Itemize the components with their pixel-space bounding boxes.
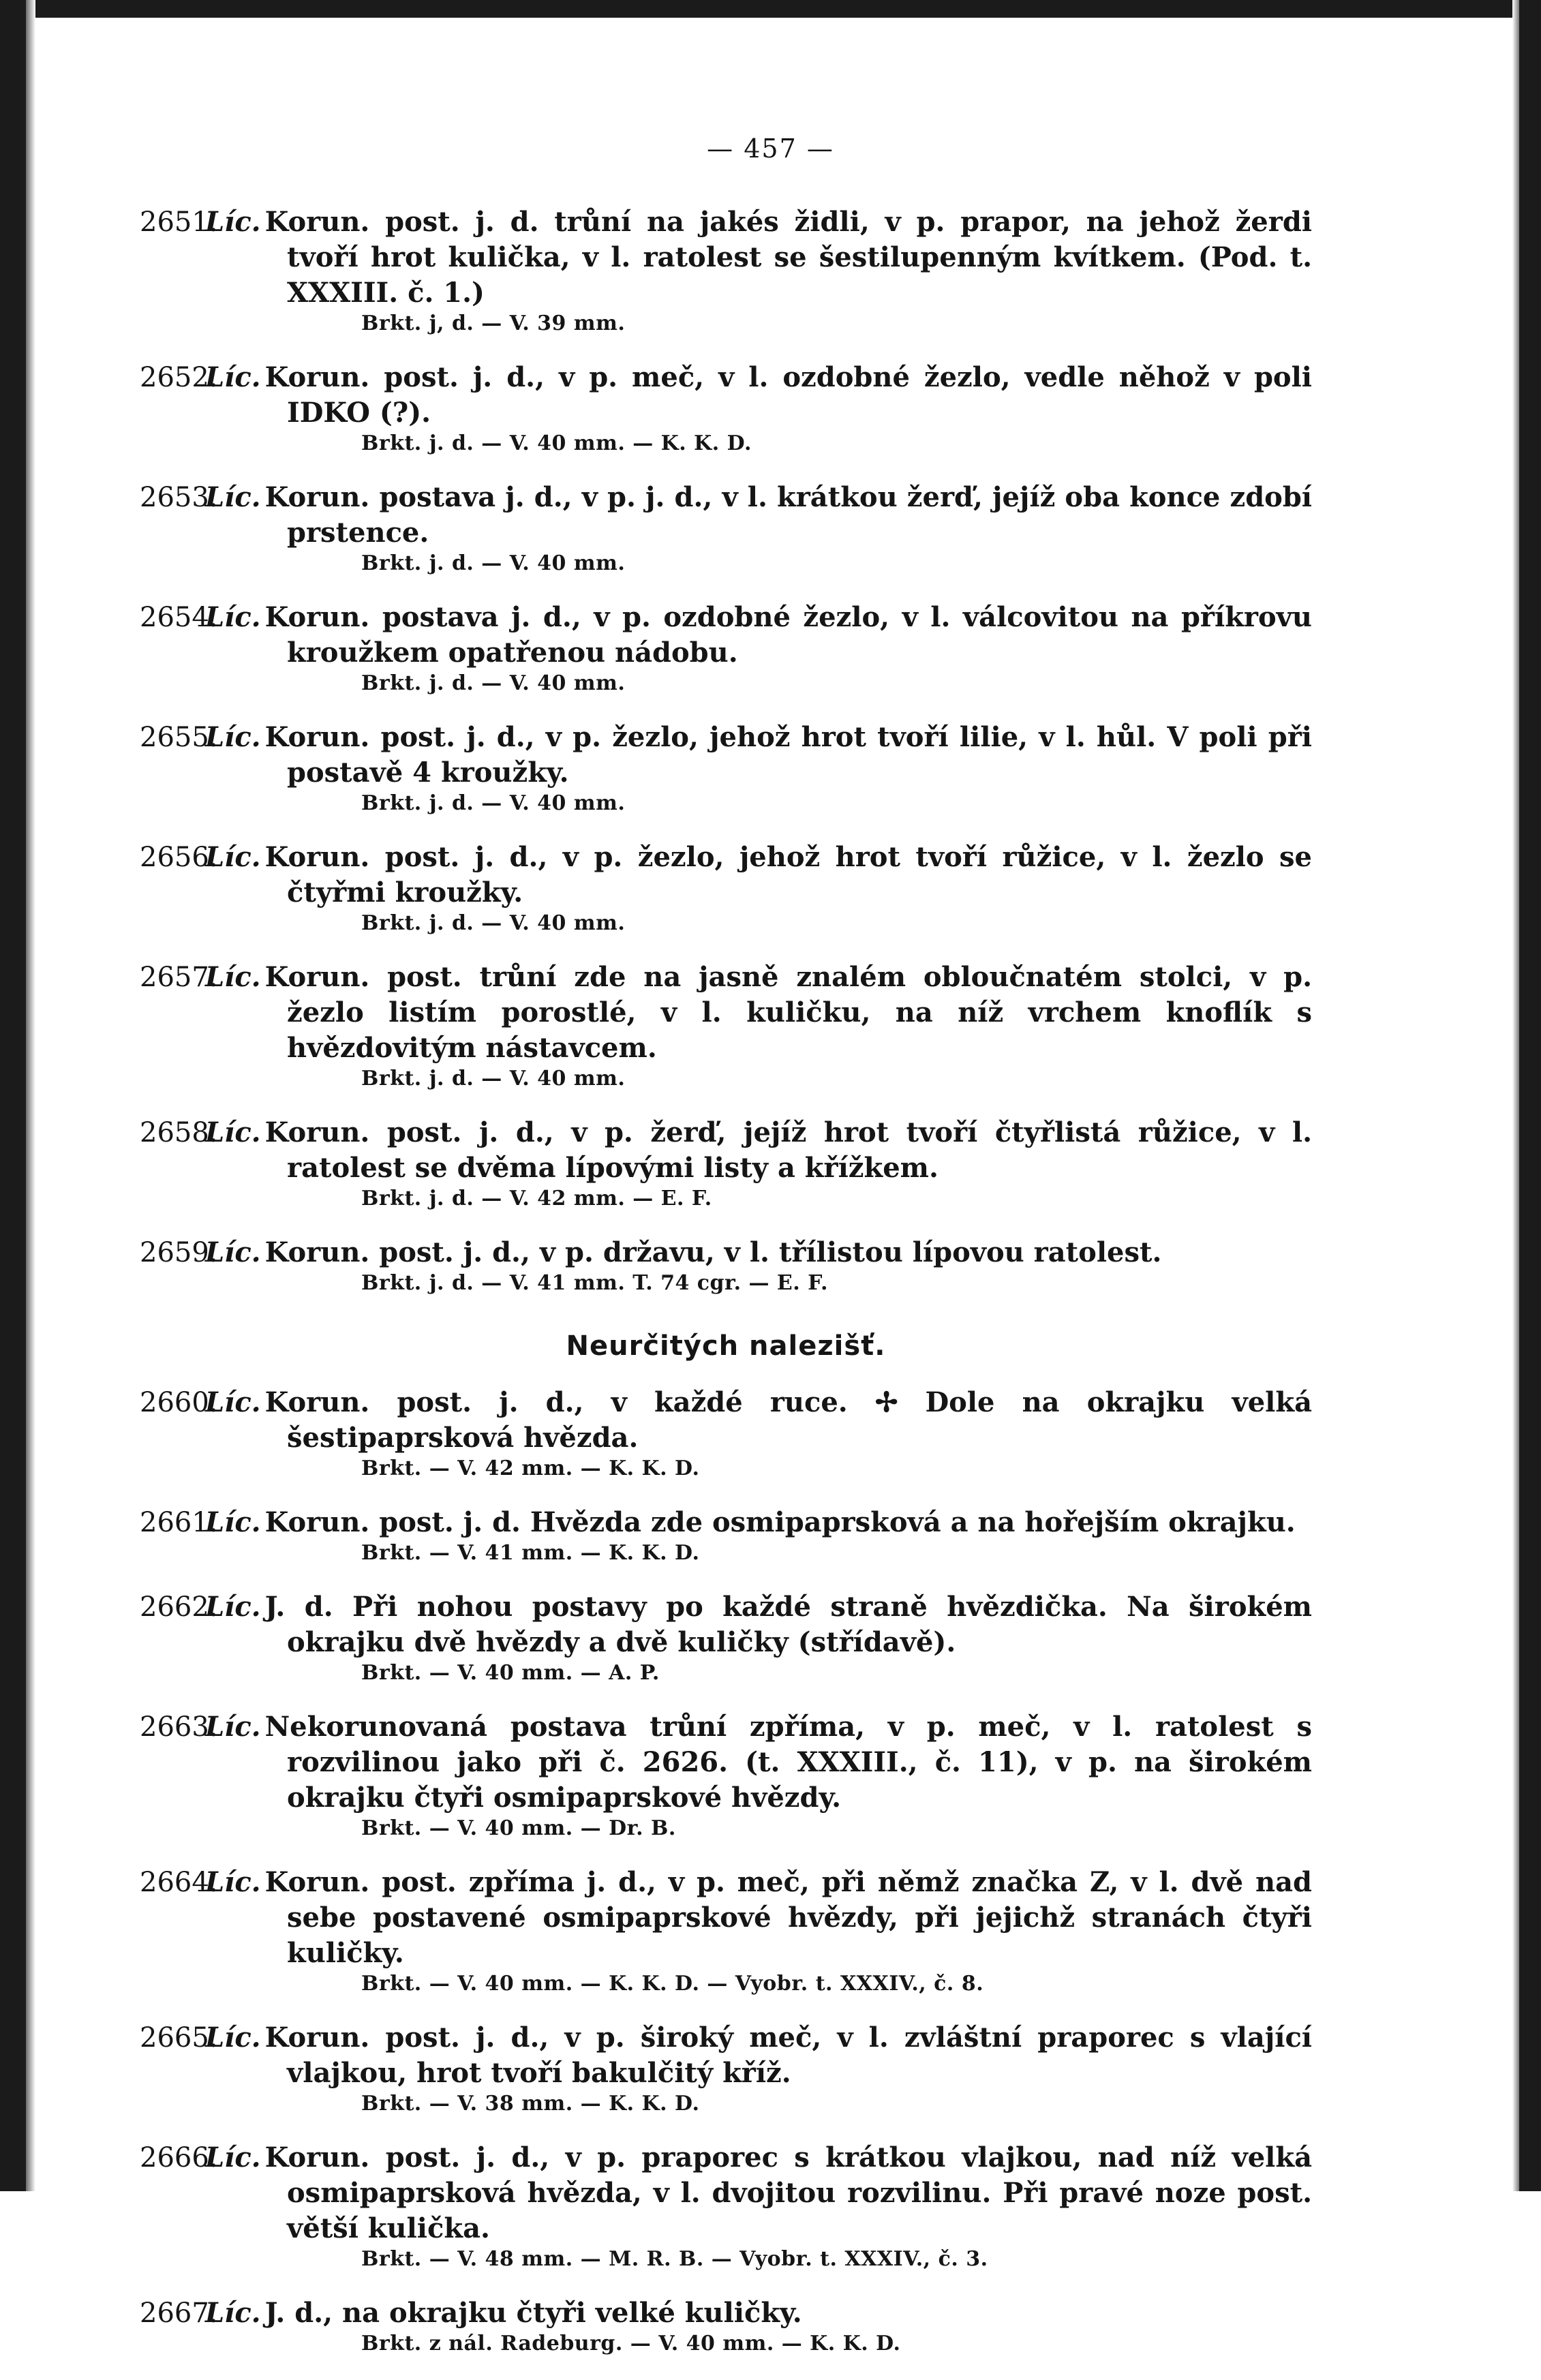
entry-side-label: Líc. <box>205 1711 261 1743</box>
entry-side-label: Líc. <box>205 1386 261 1418</box>
entry-side-label: Líc. <box>205 1116 261 1148</box>
entry-number: 2667. <box>140 2298 218 2329</box>
entry-text: J. d., na okrajku čtyři velké kuličky. <box>264 2297 802 2329</box>
scan-border-top <box>0 0 1541 18</box>
entry-description <box>205 1505 1312 1540</box>
scan-border-right-shadow <box>1512 0 1519 2191</box>
entry-number: 2651. <box>140 207 218 238</box>
catalogue-entry <box>140 1115 1312 1212</box>
entry-metadata: Brkt. — V. 40 mm. — K. K. D. — Vyobr. t. XXXIV., č. 8. <box>361 1972 984 1996</box>
catalogue-entry <box>140 1505 1312 1566</box>
entry-metadata: Brkt. — V. 48 mm. — M. R. B. — Vyobr. t. XXXIV., č. 3. <box>361 2247 988 2271</box>
entry-side-label: Líc. <box>205 481 261 513</box>
entry-description <box>205 204 1312 311</box>
entry-text: Korun. post. j. d., v p. široký meč, v l. zvláštní praporec s vlající vlajkou, hrot tvoří bakulčitý kříž. <box>264 2022 1312 2089</box>
entry-side-label: Líc. <box>205 721 261 753</box>
catalogue-entry <box>140 960 1312 1092</box>
entry-number: 2663. <box>140 1711 218 1743</box>
entry-text: Korun. post. j. d., v p. žezlo, jehož hrot tvoří lilie, v l. hůl. V poli při postavě 4 kroužky. <box>264 721 1312 789</box>
entry-description <box>205 600 1312 671</box>
entry-description <box>205 1115 1312 1186</box>
catalogue-entry <box>140 840 1312 936</box>
entry-metadata: Brkt. — V. 42 mm. — K. K. D. <box>361 1456 700 1480</box>
entry-number: 2656. <box>140 842 218 873</box>
entry-number: 2661. <box>140 1507 218 1538</box>
entry-number: 2662. <box>140 1591 218 1623</box>
catalogue-entry <box>140 204 1312 337</box>
entry-number: 2653. <box>140 482 218 513</box>
entry-metadata: Brkt. — V. 38 mm. — K. K. D. <box>361 2092 700 2116</box>
entry-description <box>205 960 1312 1066</box>
catalogue-entry <box>140 720 1312 817</box>
entry-metadata: Brkt. j. d. — V. 40 mm. <box>361 551 626 575</box>
entries-group-second <box>140 1385 1312 2357</box>
entry-description <box>205 720 1312 791</box>
entry-description <box>205 1385 1312 1456</box>
catalogue-entry <box>140 600 1312 697</box>
entry-metadata: Brkt. j. d. — V. 40 mm. <box>361 911 626 935</box>
catalogue-entries <box>140 204 1312 2380</box>
catalogue-entry <box>140 1865 1312 1997</box>
entry-metadata: Brkt. — V. 41 mm. — K. K. D. <box>361 1541 700 1565</box>
entry-metadata: Brkt. j. d. — V. 40 mm. — K. K. D. <box>361 431 752 455</box>
entry-metadata: Brkt. j, d. — V. 39 mm. <box>361 311 626 335</box>
entry-text: Korun. postava j. d., v p. ozdobné žezlo, v l. válcovitou na příkrovu kroužkem opatřenou nádobu. <box>264 601 1312 669</box>
catalogue-entry <box>140 480 1312 577</box>
scan-border-left-shadow <box>26 0 35 2191</box>
catalogue-entry <box>140 2140 1312 2272</box>
entry-side-label: Líc. <box>205 841 261 873</box>
entry-text: Nekorunovaná postava trůní zpříma, v p. meč, v l. ratolest s rozvilinou jako při č. 2626. (t. XXXIII., č. 11), v p. na širokém okrajku čtyři osmipaprskové hvězdy. <box>264 1711 1312 1814</box>
entry-text: Korun. post. j. d., v p. žezlo, jehož hrot tvoří růžice, v l. žezlo se čtyřmi kroužky. <box>264 841 1312 909</box>
entry-description <box>205 480 1312 551</box>
entry-side-label: Líc. <box>205 1866 261 1898</box>
entry-description <box>205 2295 1312 2331</box>
entry-number: 2658. <box>140 1117 218 1148</box>
entry-text: Korun. post. j. d., v každé ruce. ✢ Dole na okrajku velká šestipaprsková hvězda. <box>264 1386 1312 1454</box>
scan-border-left <box>0 0 26 2191</box>
catalogue-entry <box>140 360 1312 457</box>
entry-number: 2652. <box>140 362 218 393</box>
catalogue-entry <box>140 1709 1312 1842</box>
entry-text: Korun. post. j. d., v p. meč, v l. ozdobné žezlo, vedle něhož v poli IDKO (?). <box>264 361 1312 429</box>
entry-side-label: Líc. <box>205 2297 261 2329</box>
entry-side-label: Líc. <box>205 206 261 238</box>
entry-number: 2655. <box>140 722 218 753</box>
entry-metadata: Brkt. — V. 40 mm. — A. P. <box>361 1661 660 1685</box>
scan-border-right <box>1519 0 1541 2191</box>
entry-text: J. d. Při nohou postavy po každé straně hvězdička. Na širokém okrajku dvě hvězdy a dvě kuličky (střídavě). <box>264 1591 1312 1658</box>
entry-text: Korun. post. j. d. trůní na jakés židli, v p. prapor, na jehož žerdi tvoří hrot kulička, v l. ratolest se šestilupenným kvítkem. (Pod. t. XXXIII. č. 1.) <box>264 206 1312 309</box>
entry-description <box>205 1589 1312 1660</box>
entry-side-label: Líc. <box>205 361 261 393</box>
entry-description <box>205 360 1312 431</box>
entry-number: 2665. <box>140 2022 218 2054</box>
entry-description <box>205 1235 1312 1270</box>
catalogue-entry <box>140 2295 1312 2357</box>
entry-side-label: Líc. <box>205 2022 261 2054</box>
entries-group-first <box>140 204 1312 1296</box>
entry-number: 2666. <box>140 2142 218 2173</box>
entry-side-label: Líc. <box>205 1506 261 1538</box>
catalogue-entry <box>140 1589 1312 1686</box>
entry-number: 2659. <box>140 1237 218 1268</box>
entry-text: Korun. postava j. d., v p. j. d., v l. krátkou žerď, jejíž oba konce zdobí prstence. <box>264 481 1312 549</box>
entry-number: 2657. <box>140 962 218 993</box>
section-heading: Neurčitých nalezišť. <box>566 1330 886 1362</box>
entry-metadata: Brkt. j. d. — V. 40 mm. <box>361 791 626 815</box>
entry-metadata: Brkt. j. d. — V. 42 mm. — E. F. <box>361 1187 712 1210</box>
entry-number: 2654. <box>140 602 218 633</box>
entry-text: Korun. post. j. d., v p. žerď, jejíž hrot tvoří čtyřlistá růžice, v l. ratolest se dvěma lípovými listy a křížkem. <box>264 1116 1312 1184</box>
entry-side-label: Líc. <box>205 601 261 633</box>
entry-text: Korun. post. zpříma j. d., v p. meč, při němž značka Z, v l. dvě nad sebe postavené osmipaprskové hvězdy, při jejichž stranách čtyři kuličky. <box>264 1866 1312 1969</box>
entry-metadata: Brkt. j. d. — V. 40 mm. <box>361 1067 626 1090</box>
entry-metadata: Brkt. — V. 40 mm. — Dr. B. <box>361 1816 676 1840</box>
entry-text: Korun. post. j. d., v p. državu, v l. třílistou lípovou ratolest. <box>264 1236 1162 1268</box>
entry-side-label: Líc. <box>205 1236 261 1268</box>
catalogue-entry <box>140 1235 1312 1296</box>
entry-metadata: Brkt. j. d. — V. 40 mm. <box>361 671 626 695</box>
entry-description <box>205 2020 1312 2091</box>
entry-number: 2660. <box>140 1387 218 1418</box>
entry-description <box>205 2140 1312 2246</box>
entry-text: Korun. post. j. d., v p. praporec s krátkou vlajkou, nad níž velká osmipaprsková hvězda, v l. dvojitou rozvilinu. Při pravé noze post. větší kulička. <box>264 2141 1312 2244</box>
entry-side-label: Líc. <box>205 2141 261 2173</box>
entry-description <box>205 840 1312 911</box>
entry-description <box>205 1865 1312 1971</box>
entry-side-label: Líc. <box>205 1591 261 1623</box>
catalogue-entry <box>140 2020 1312 2117</box>
page-number: — 457 — <box>707 134 834 164</box>
entry-number: 2664. <box>140 1867 218 1898</box>
catalogue-entry <box>140 1385 1312 1482</box>
entry-metadata: Brkt. j. d. — V. 41 mm. T. 74 cgr. — E. F. <box>361 1271 828 1295</box>
entry-text: Korun. post. trůní zde na jasně znalém obloučnatém stolci, v p. žezlo listím porostlé, v l. kuličku, na níž vrchem knoflík s hvězdovitým nástavcem. <box>264 961 1312 1064</box>
entry-description <box>205 1709 1312 1816</box>
entry-side-label: Líc. <box>205 961 261 993</box>
entry-metadata: Brkt. z nál. Radeburg. — V. 40 mm. — K. K. D. <box>361 2332 901 2355</box>
entry-text: Korun. post. j. d. Hvězda zde osmipaprsková a na hořejším okrajku. <box>264 1506 1296 1538</box>
